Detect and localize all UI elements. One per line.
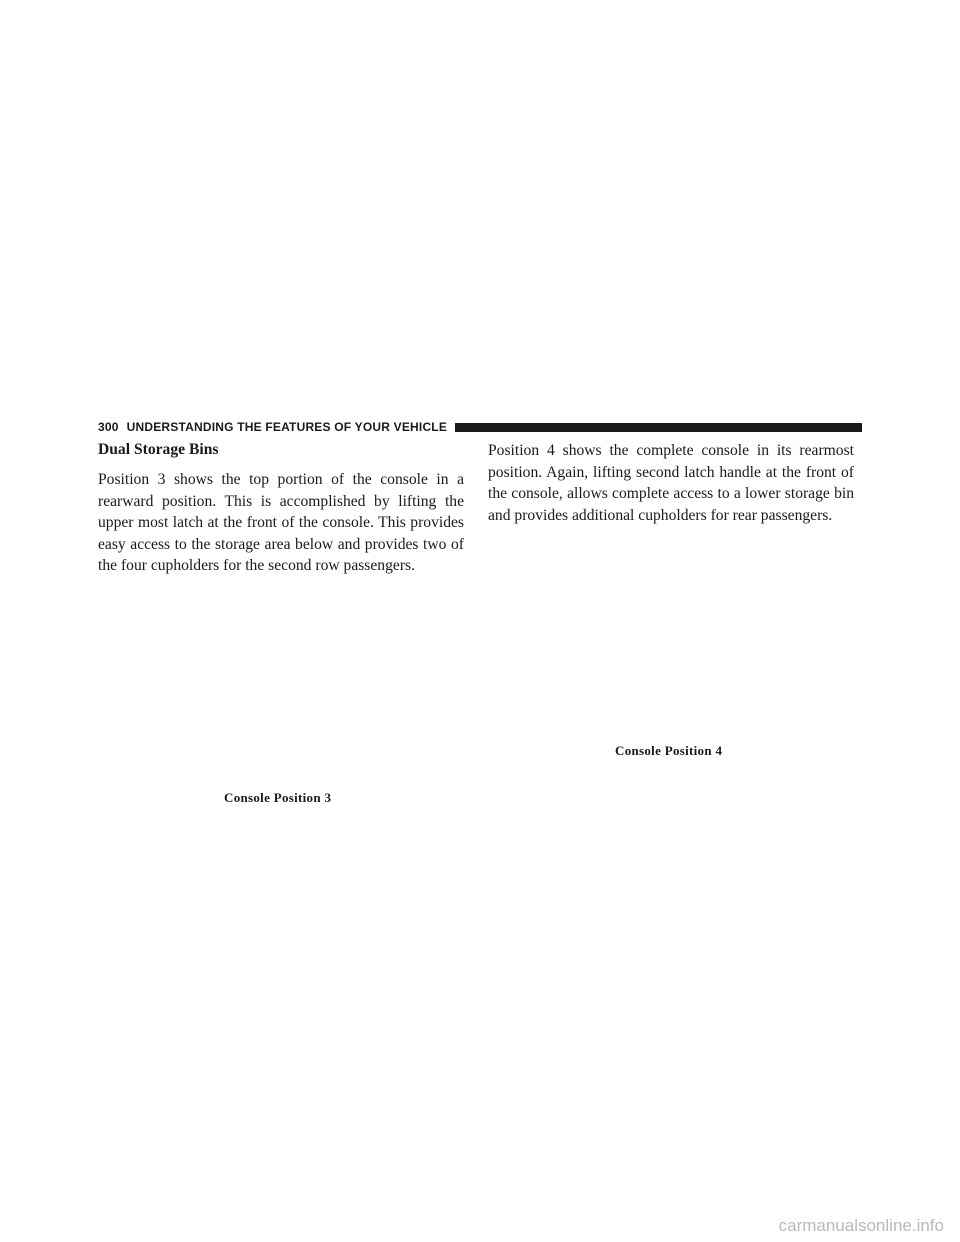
caption-console-position-4: Console Position 4	[615, 743, 723, 758]
section-heading: Dual Storage Bins	[98, 441, 219, 458]
left-paragraph: Position 3 shows the top portion of the console in a rearward position. This is accomplished by lifting the upper most latch at the front of the console. This provides easy access to the storage area below and provides two of the four cupholders for the second row passengers.	[98, 471, 464, 575]
running-title: UNDERSTANDING THE FEATURES OF YOUR VEHICLE	[126, 420, 448, 434]
watermark-link[interactable]: carmanualsonline.info	[778, 1216, 944, 1235]
header-rule	[455, 423, 862, 432]
caption-console-position-3: Console Position 3	[224, 790, 332, 805]
right-paragraph: Position 4 shows the complete console in its rearmost position. Again, lifting second latch handle at the front of the console, allows complete access to a lower storage bin and provides additional cupholders for rear passengers.	[488, 442, 854, 524]
right-column	[488, 440, 854, 526]
page-number: 300	[98, 420, 119, 434]
page-header	[98, 419, 862, 435]
left-column	[98, 440, 464, 577]
